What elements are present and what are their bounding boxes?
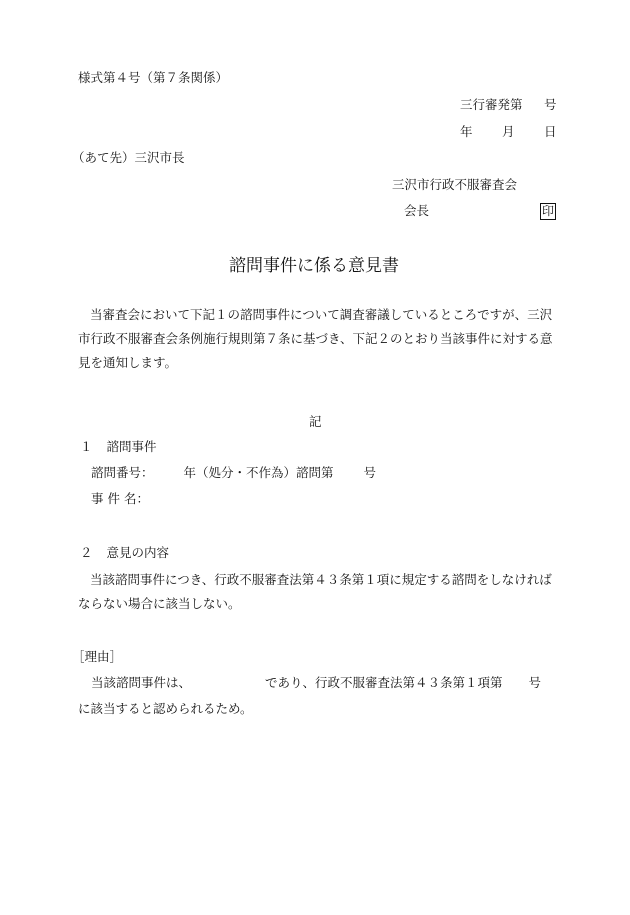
section1-heading xyxy=(80,439,157,455)
reason-line-1 xyxy=(91,675,541,691)
seal-mark: 印 xyxy=(542,204,555,218)
inquiry-number-row xyxy=(91,465,376,481)
section1-title: 諮問事件 xyxy=(106,439,157,454)
intro-paragraph: 当審査会において下記１の諮問事件について調査審議しているところですが、三沢市行政不服審査会条例施行規則第７条に基づき、下記２のとおり当該事件に対する意見を通知します。 xyxy=(78,307,553,370)
ki-marker: 記 xyxy=(309,414,322,429)
reason-text-a: 当該諮問事件は、 xyxy=(91,675,192,690)
section2-heading xyxy=(80,545,169,561)
form-label: 様式第４号（第７条関係） xyxy=(78,70,229,85)
section2-title: 意見の内容 xyxy=(106,545,170,560)
section1-number: １ xyxy=(80,439,93,454)
doc-number-suffix: 号 xyxy=(544,97,557,112)
seal-box xyxy=(540,203,556,220)
reason-heading: ［理由］ xyxy=(72,649,123,664)
inquiry-number-label: 諮問番号： xyxy=(91,465,154,480)
section2-number: ２ xyxy=(80,545,93,560)
inquiry-number-suffix: 号 xyxy=(363,465,377,480)
reason-line-2: に該当すると認められるため。 xyxy=(78,701,253,716)
reason-text-c: 号 xyxy=(528,675,542,690)
doc-number-prefix: 三行審発第 xyxy=(460,97,523,112)
date-day: 日 xyxy=(544,124,557,139)
reason-text-b: であり、行政不服審査法第４３条第１項第 xyxy=(265,675,503,690)
sender-org: 三沢市行政不服審査会 xyxy=(392,177,518,192)
sender-title: 会長 xyxy=(404,203,430,218)
case-name-label: 事 件 名： xyxy=(91,491,149,506)
date-month: 月 xyxy=(502,124,515,139)
opinion-body: 当該諮問事件につき、行政不服審査法第４３条第１項に規定する諮問をしなければならない場合に該当しない。 xyxy=(78,572,552,611)
addressee: （あて先）三沢市長 xyxy=(72,150,185,165)
document-title: 諮問事件に係る意見書 xyxy=(229,256,399,276)
inquiry-number-text: 年（処分・不作為）諮問第 xyxy=(183,465,334,480)
date-year: 年 xyxy=(460,124,473,139)
